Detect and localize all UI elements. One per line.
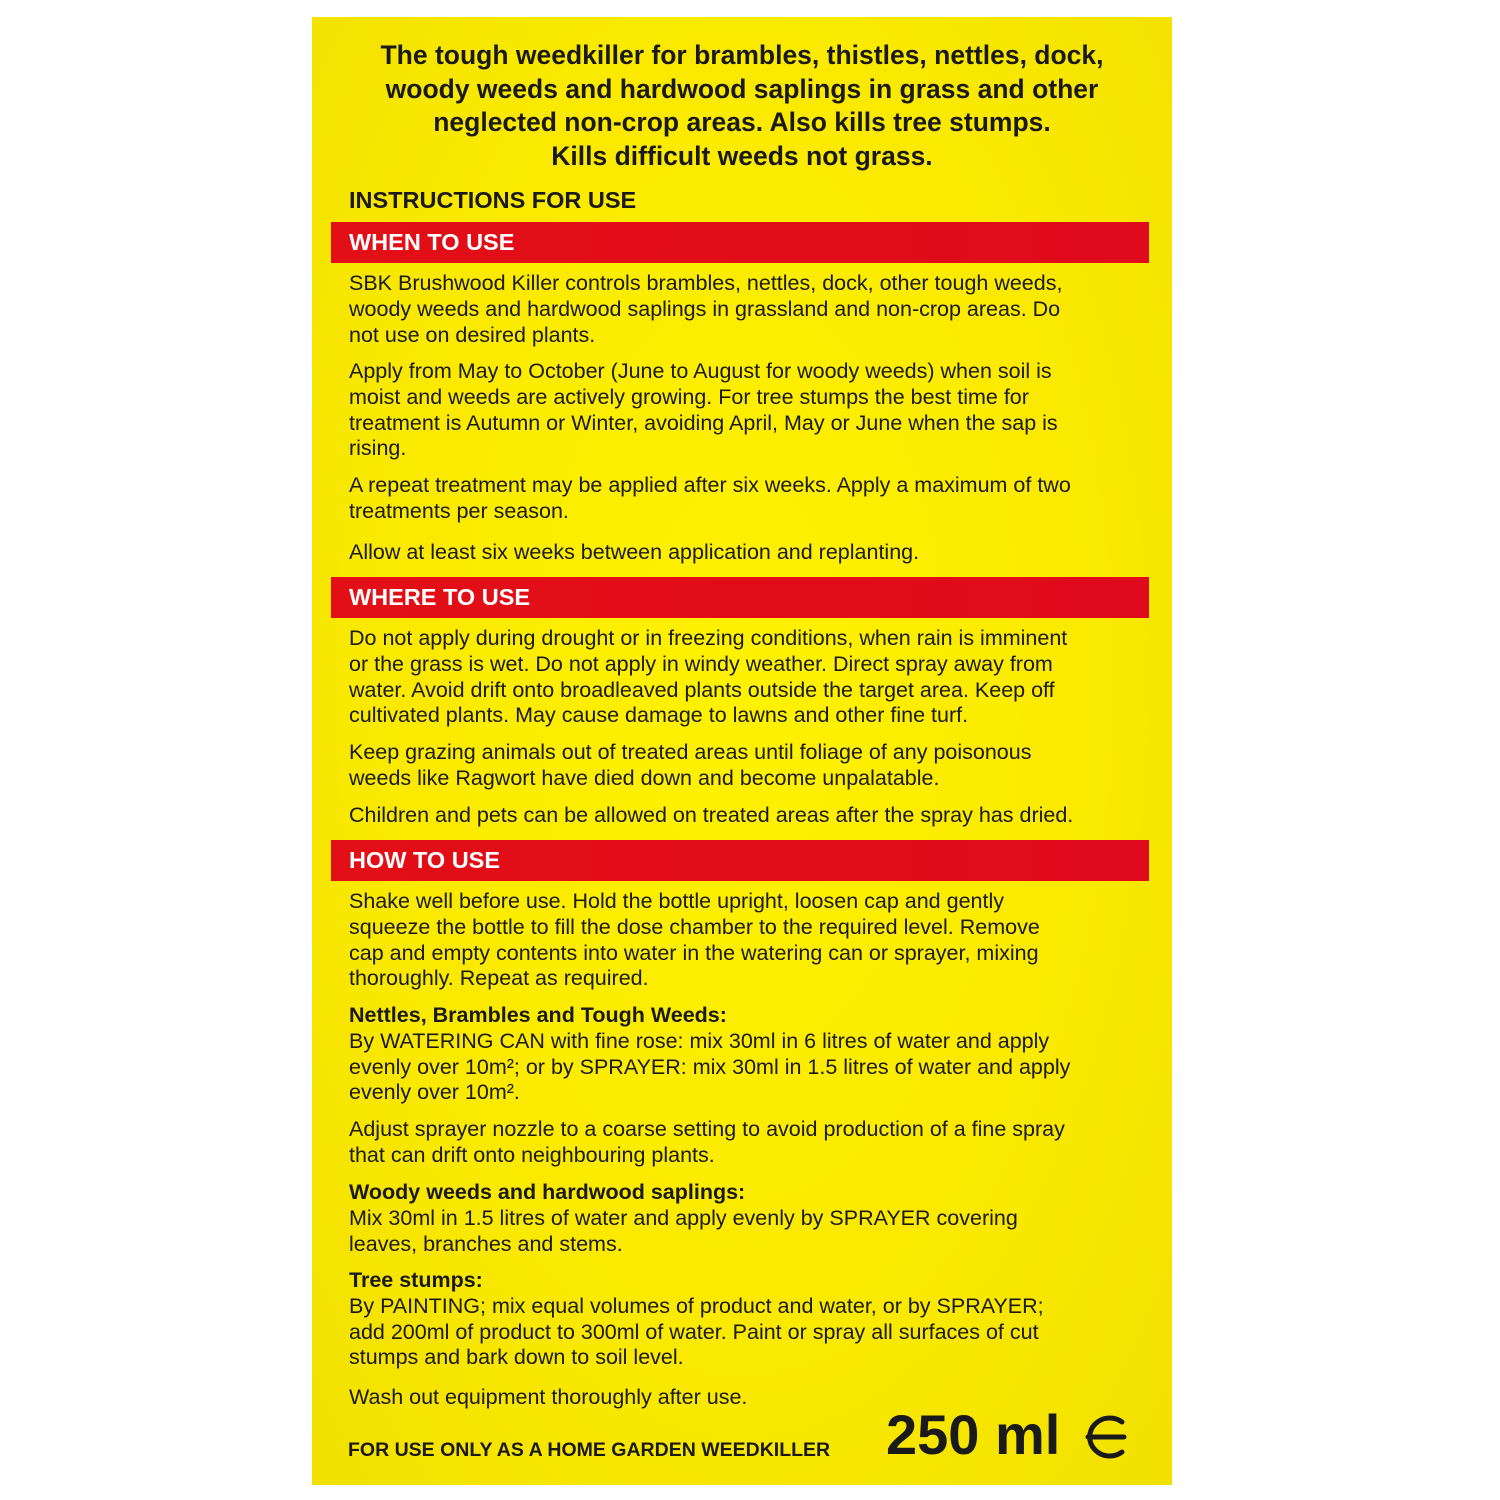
text-line: add 200ml of product to 300ml of water. Paint or spray all surfaces of cut <box>349 1319 1039 1344</box>
text-line: water. Avoid drift onto broadleaved plants outside the target area. Keep off <box>349 677 1055 702</box>
intro-line: neglected non-crop areas. Also kills tree stumps. <box>433 107 1051 137</box>
text-line: By WATERING CAN with fine rose: mix 30ml in 6 litres of water and apply <box>349 1028 1050 1053</box>
intro-line: Kills difficult weeds not grass. <box>551 140 933 171</box>
volume-label: 250 ml <box>886 1403 1061 1466</box>
intro-text <box>312 39 1172 173</box>
text-line: stumps and bark down to soil level. <box>349 1345 684 1370</box>
instructions-heading: INSTRUCTIONS FOR USE <box>349 187 637 213</box>
how-to-use-bar <box>331 840 1149 881</box>
text-line: treatments per season. <box>349 498 569 523</box>
intro-line: woody weeds and hardwood saplings in grass and other <box>385 73 1099 104</box>
text-line: cap and empty contents into water in the watering can or sprayer, mixing <box>349 940 1039 965</box>
intro-line: The tough weedkiller for brambles, thistles, nettles, dock, <box>380 40 1104 70</box>
when-to-use-heading: WHEN TO USE <box>349 229 515 255</box>
when-to-use-bar <box>331 222 1149 263</box>
where-to-use-bar <box>331 577 1149 618</box>
text-line: Keep grazing animals out of treated areas until foliage of any poisonous <box>349 740 1032 764</box>
text-line: Adjust sprayer nozzle to a coarse setting to avoid production of a fine spray <box>349 1117 1065 1141</box>
text-line: cultivated plants. May cause damage to lawns and other fine turf. <box>349 703 969 728</box>
nettles-section <box>349 1003 1149 1106</box>
text-line: evenly over 10m². <box>349 1080 520 1105</box>
text-line: A repeat treatment may be applied after six weeks. Apply a maximum of two <box>349 473 1071 497</box>
text-line: moist and weeds are actively growing. For tree stumps the best time for <box>349 384 1029 409</box>
product-label-back <box>312 17 1172 1485</box>
home-garden-note: FOR USE ONLY AS A HOME GARDEN WEEDKILLER <box>348 1439 831 1461</box>
text-line: Allow at least six weeks between application and replanting. <box>349 540 920 564</box>
when-paragraph-3 <box>349 473 1149 525</box>
how-to-use-heading: HOW TO USE <box>349 847 501 873</box>
text-line: woody weeds and hardwood saplings in grassland and non-crop areas. Do <box>349 296 1061 321</box>
where-paragraph-2 <box>349 740 1149 792</box>
when-paragraph-1 <box>349 271 1149 348</box>
text-line: that can drift onto neighbouring plants. <box>349 1142 715 1167</box>
text-line: Mix 30ml in 1.5 litres of water and apply evenly by SPRAYER covering <box>349 1205 1018 1230</box>
text-line: not use on desired plants. <box>349 322 596 347</box>
text-line: thoroughly. Repeat as required. <box>349 966 649 991</box>
when-paragraph-4 <box>349 540 1149 566</box>
estimated-e-mark-icon <box>1082 1414 1130 1460</box>
text-line: Apply from May to October (June to August for woody weeds) when soil is <box>349 359 1052 383</box>
text-line: evenly over 10m²; or by SPRAYER: mix 30ml in 1.5 litres of water and apply <box>349 1054 1071 1079</box>
text-line: SBK Brushwood Killer controls brambles, nettles, dock, other tough weeds, <box>349 271 1063 295</box>
where-to-use-heading: WHERE TO USE <box>349 584 531 610</box>
where-paragraph-1 <box>349 626 1149 729</box>
text-line: treatment is Autumn or Winter, avoiding April, May or June when the sap is <box>349 410 1058 435</box>
stumps-section <box>349 1268 1149 1371</box>
when-paragraph-2 <box>349 359 1149 462</box>
text-line: rising. <box>349 436 407 461</box>
where-paragraph-3 <box>349 803 1149 829</box>
nettles-heading: Nettles, Brambles and Tough Weeds: <box>349 1003 727 1027</box>
woody-section <box>349 1180 1149 1257</box>
text-line: leaves, branches and stems. <box>349 1231 623 1256</box>
nozzle-paragraph <box>349 1117 1149 1169</box>
text-line: weeds like Ragwort have died down and become unpalatable. <box>349 765 940 790</box>
stumps-heading: Tree stumps: <box>349 1268 483 1292</box>
text-line: or the grass is wet. Do not apply in windy weather. Direct spray away from <box>349 651 1053 676</box>
woody-heading: Woody weeds and hardwood saplings: <box>349 1180 746 1204</box>
text-line: Children and pets can be allowed on treated areas after the spray has dried. <box>349 803 1074 827</box>
how-paragraph-1 <box>349 889 1149 992</box>
text-line: By PAINTING; mix equal volumes of product and water, or by SPRAYER; <box>349 1293 1044 1318</box>
text-line: Wash out equipment thoroughly after use. <box>349 1385 748 1409</box>
text-line: Do not apply during drought or in freezing conditions, when rain is imminent <box>349 626 1068 650</box>
text-line: Shake well before use. Hold the bottle upright, loosen cap and gently <box>349 889 1004 913</box>
text-line: squeeze the bottle to fill the dose chamber to the required level. Remove <box>349 914 1040 939</box>
